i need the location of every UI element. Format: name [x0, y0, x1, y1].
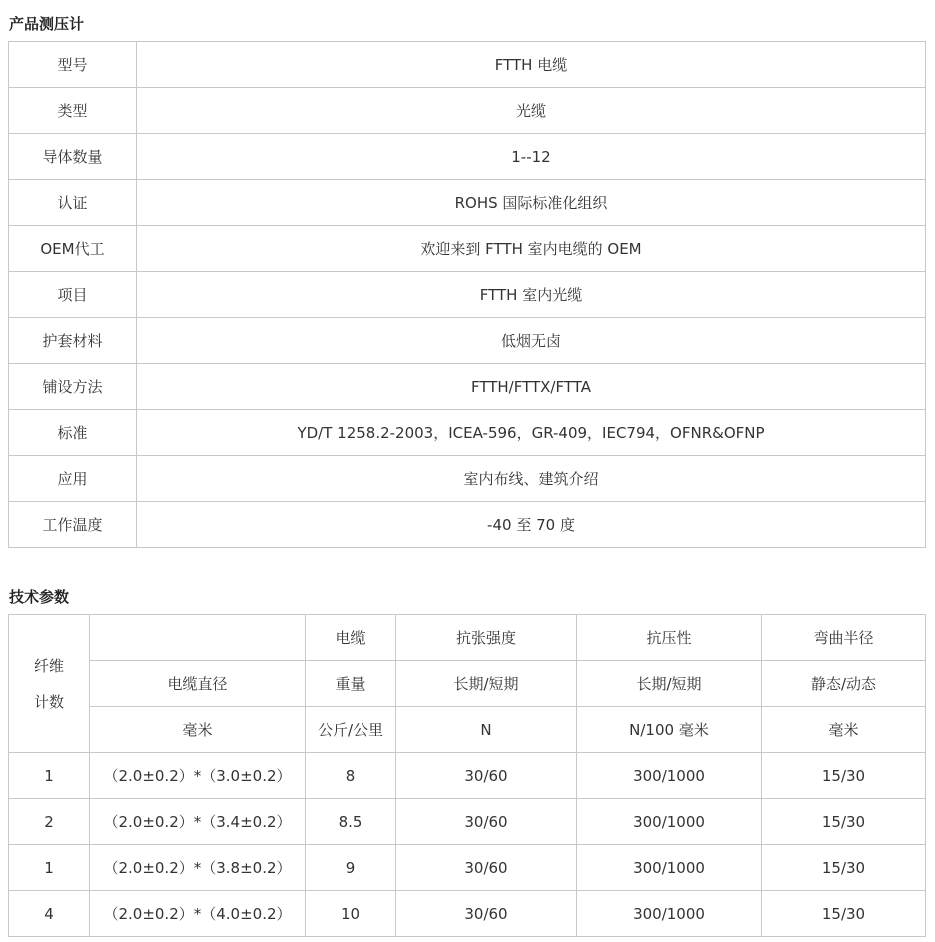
param-crush-cell: 300/1000 — [577, 799, 762, 845]
param-row — [9, 799, 926, 845]
param-fiber-cell: 1 — [9, 753, 90, 799]
param-diameter-cell: （2.0±0.2）*（3.4±0.2） — [90, 799, 306, 845]
spec-value: 室内布线、建筑介绍 — [137, 456, 926, 502]
param-row — [9, 845, 926, 891]
spec-value: YD/T 1258.2-2003，ICEA-596，GR-409，IEC794，OFNR&OFNP — [137, 410, 926, 456]
spec-value: 光缆 — [137, 88, 926, 134]
fiber-header-line1: 纤维 — [33, 656, 64, 675]
spec-value: FTTH 电缆 — [137, 42, 926, 88]
spec-row — [9, 410, 926, 456]
param-crush-cell: 300/1000 — [577, 891, 762, 937]
spec-label: 护套材料 — [9, 318, 137, 364]
spec-row — [9, 318, 926, 364]
crush-subheader: 长期/短期 — [577, 661, 762, 707]
fiber-count-header — [9, 615, 90, 753]
tech-params-table — [8, 614, 926, 937]
param-bend-cell: 15/30 — [762, 799, 926, 845]
spec-row — [9, 180, 926, 226]
param-diameter-cell: （2.0±0.2）*（4.0±0.2） — [90, 891, 306, 937]
param-weight-cell: 8.5 — [306, 799, 396, 845]
diameter-unit: 毫米 — [90, 707, 306, 753]
spec-label: 导体数量 — [9, 134, 137, 180]
spec-label: OEM代工 — [9, 226, 137, 272]
product-section-title: 产品测压计 — [9, 15, 85, 33]
bend-header: 弯曲半径 — [762, 615, 926, 661]
spec-row — [9, 42, 926, 88]
diameter-header: 电缆直径 — [90, 661, 306, 707]
fiber-header-line2: 计数 — [33, 692, 64, 711]
header-row-3 — [9, 707, 926, 753]
spec-value: FTTH/FTTX/FTTA — [137, 364, 926, 410]
spec-label: 类型 — [9, 88, 137, 134]
header-row-1 — [9, 615, 926, 661]
spec-row — [9, 88, 926, 134]
spec-row — [9, 502, 926, 548]
spec-row — [9, 364, 926, 410]
spec-label: 认证 — [9, 180, 137, 226]
param-diameter-cell: （2.0±0.2）*（3.8±0.2） — [90, 845, 306, 891]
weight-header: 重量 — [306, 661, 396, 707]
spec-label: 铺设方法 — [9, 364, 137, 410]
spec-value: 低烟无卤 — [137, 318, 926, 364]
param-bend-cell: 15/30 — [762, 845, 926, 891]
spec-value: ROHS 国际标准化组织 — [137, 180, 926, 226]
spec-label: 标准 — [9, 410, 137, 456]
param-diameter-cell: （2.0±0.2）*（3.0±0.2） — [90, 753, 306, 799]
param-row — [9, 753, 926, 799]
spec-value: -40 至 70 度 — [137, 502, 926, 548]
param-weight-cell: 10 — [306, 891, 396, 937]
tensile-subheader: 长期/短期 — [396, 661, 577, 707]
spec-row — [9, 134, 926, 180]
tensile-header: 抗张强度 — [396, 615, 577, 661]
spec-label: 工作温度 — [9, 502, 137, 548]
param-tensile-cell: 30/60 — [396, 845, 577, 891]
spec-value: FTTH 室内光缆 — [137, 272, 926, 318]
param-row — [9, 891, 926, 937]
param-bend-cell: 15/30 — [762, 891, 926, 937]
tech-section-title: 技术参数 — [9, 588, 70, 606]
param-crush-cell: 300/1000 — [577, 845, 762, 891]
crush-unit: N/100 毫米 — [577, 707, 762, 753]
weight-unit: 公斤/公里 — [306, 707, 396, 753]
param-tensile-cell: 30/60 — [396, 753, 577, 799]
param-weight-cell: 8 — [306, 753, 396, 799]
spec-row — [9, 226, 926, 272]
tensile-unit: N — [396, 707, 577, 753]
spec-label: 项目 — [9, 272, 137, 318]
crush-header: 抗压性 — [577, 615, 762, 661]
header-row-2 — [9, 661, 926, 707]
weight-header-top: 电缆 — [306, 615, 396, 661]
param-fiber-cell: 4 — [9, 891, 90, 937]
spec-value: 1--12 — [137, 134, 926, 180]
bend-unit: 毫米 — [762, 707, 926, 753]
spec-row — [9, 272, 926, 318]
param-tensile-cell: 30/60 — [396, 891, 577, 937]
param-fiber-cell: 2 — [9, 799, 90, 845]
param-crush-cell: 300/1000 — [577, 753, 762, 799]
spec-label: 型号 — [9, 42, 137, 88]
diameter-header-blank — [90, 615, 306, 661]
spec-value: 欢迎来到 FTTH 室内电缆的 OEM — [137, 226, 926, 272]
product-spec-table — [8, 41, 926, 548]
spec-row — [9, 456, 926, 502]
bend-subheader: 静态/动态 — [762, 661, 926, 707]
param-weight-cell: 9 — [306, 845, 396, 891]
param-bend-cell: 15/30 — [762, 753, 926, 799]
param-fiber-cell: 1 — [9, 845, 90, 891]
param-tensile-cell: 30/60 — [396, 799, 577, 845]
spec-label: 应用 — [9, 456, 137, 502]
